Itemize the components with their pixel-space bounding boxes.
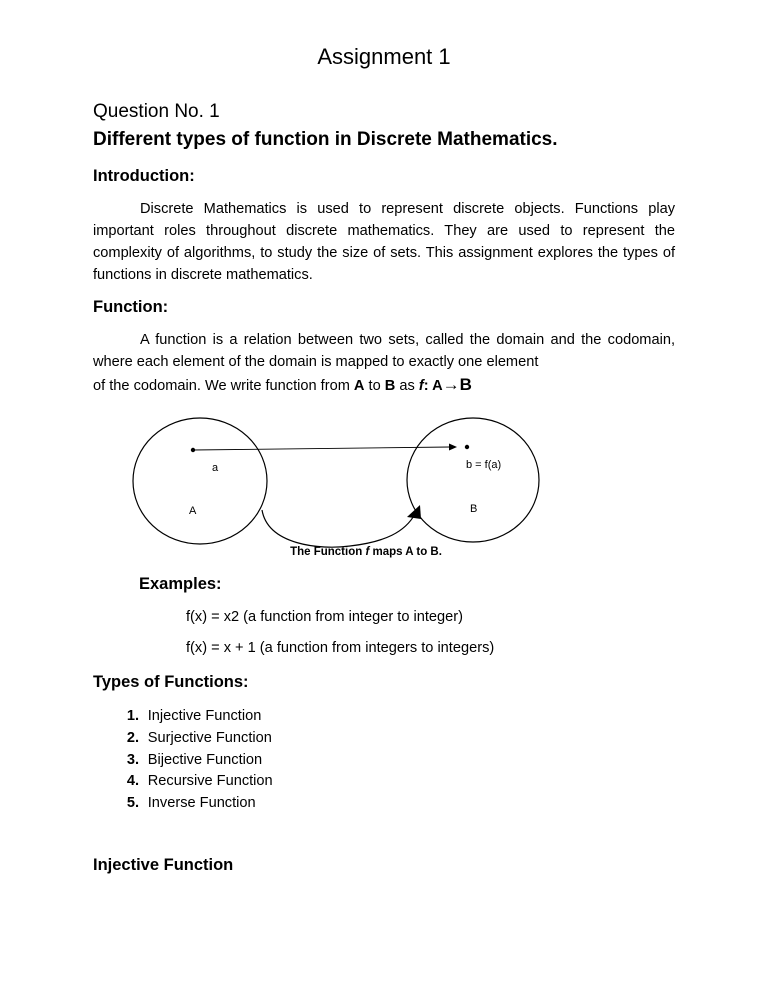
- mapping-arrow-icon: →: [442, 375, 460, 394]
- mapping-arrowhead: [449, 444, 457, 451]
- notation-as: as: [395, 378, 419, 394]
- mapping-line: [193, 447, 450, 450]
- caption-f: f: [365, 546, 370, 558]
- caption-suffix: maps A to B.: [369, 546, 442, 558]
- types-list-item: [93, 793, 273, 815]
- set-A-circle: [133, 418, 267, 544]
- notation-f: f: [418, 378, 424, 394]
- types-heading: Types of Functions:: [93, 673, 249, 691]
- list-number: 1.: [126, 708, 139, 724]
- list-number: 3.: [126, 751, 139, 768]
- notation-prefix: of the codomain. We write function from: [93, 378, 354, 394]
- function-heading: Function:: [93, 298, 169, 316]
- label-a: a: [212, 462, 219, 474]
- injective-function-heading: Injective Function: [93, 856, 234, 874]
- notation-to: to: [364, 378, 385, 394]
- function-text: A function is a relation between two sets, called the domain and the codomain, where each element of the domain is mapped to exactly one element: [93, 332, 675, 370]
- list-number: 4.: [126, 773, 139, 790]
- example-item-1: f(x) = x2 (a function from integer to integer): [186, 609, 463, 625]
- list-label: Recursive Function: [147, 773, 273, 790]
- set-B-circle: [407, 418, 539, 542]
- introduction-heading: Introduction:: [93, 167, 195, 185]
- types-list-item: [93, 750, 273, 772]
- point-fa: [465, 445, 469, 449]
- examples-heading: Examples:: [139, 575, 222, 593]
- list-label: Bijective Function: [147, 751, 263, 768]
- list-number: 2.: [126, 729, 139, 746]
- list-label: Surjective Function: [147, 729, 272, 746]
- introduction-text: Discrete Mathematics is used to represent discrete objects. Functions play important roles throughout discrete mathematics. They are used to represent the complexity of algorithms, to study the size of sets. This assignment explores the types of functions in discrete mathematics.: [93, 201, 675, 283]
- types-list-item: [93, 728, 273, 750]
- list-label: Inverse Function: [147, 795, 256, 812]
- label-set-B: B: [470, 503, 478, 515]
- notation-B: B: [384, 378, 396, 394]
- label-set-A: A: [189, 505, 197, 517]
- list-label: Injective Function: [147, 708, 262, 724]
- notation-A: A: [353, 378, 365, 394]
- types-list-item: [93, 706, 273, 728]
- types-list-item: [93, 771, 273, 793]
- label-fa: b = f(a): [466, 459, 502, 471]
- question-title: Different types of function in Discrete Mathematics.: [93, 129, 558, 150]
- notation-B2: B: [459, 375, 472, 394]
- example-item-2: f(x) = x + 1 (a function from integers to integers): [186, 640, 495, 656]
- caption-prefix: The Function: [290, 546, 366, 558]
- notation-colon-A: : A: [423, 378, 443, 394]
- list-number: 5.: [126, 795, 139, 812]
- types-list: [93, 706, 273, 815]
- curved-arrow: [262, 510, 415, 547]
- diagram-caption: [0, 546, 732, 558]
- document-title: Assignment 1: [317, 44, 451, 69]
- question-number: Question No. 1: [93, 101, 220, 122]
